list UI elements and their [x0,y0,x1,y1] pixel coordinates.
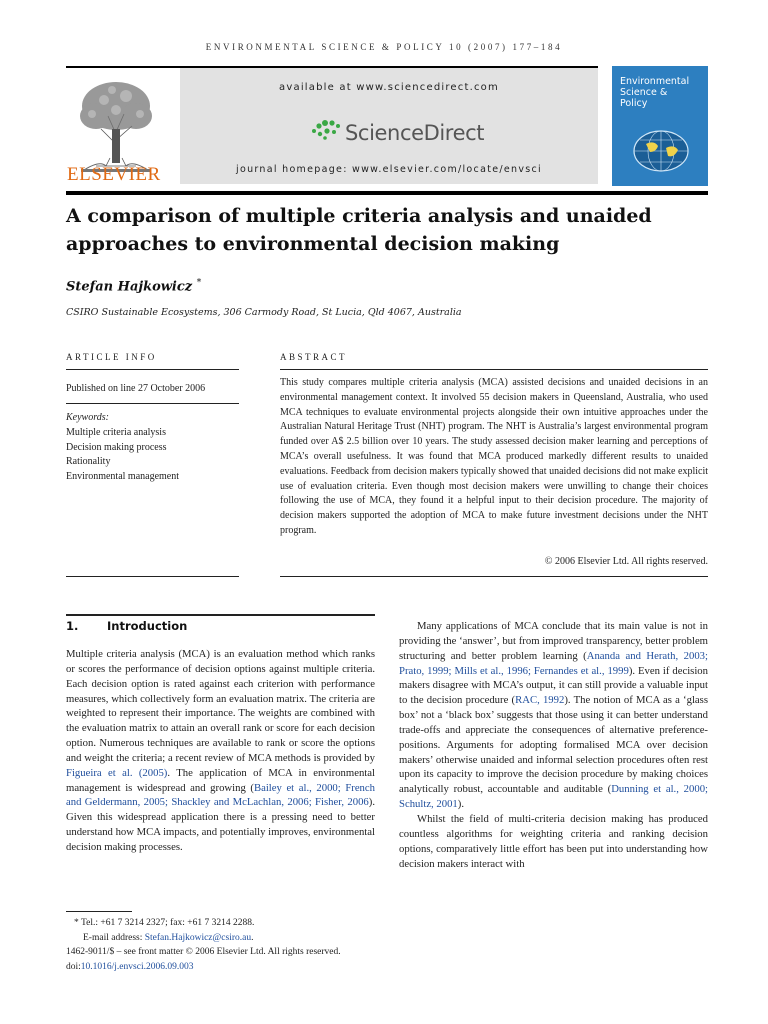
author-name-text: Stefan Hajkowicz [66,279,193,295]
available-at-text[interactable]: available at www.sciencedirect.com [279,82,499,93]
author-affiliation: CSIRO Sustainable Ecosystems, 306 Carmody Road, St Lucia, Qld 4067, Australia [66,307,462,318]
section-rule [66,614,375,616]
article-info-bottom-rule [66,576,239,577]
cover-title: Environmental Science & Policy [620,76,690,109]
section-heading [66,619,187,633]
elsevier-wordmark: ELSEVIER [67,164,161,185]
footnotes [66,916,341,974]
abstract-label: ABSTRACT [280,352,348,362]
journal-homepage-text[interactable]: journal homepage: www.elsevier.com/locate/envsci [236,164,542,175]
section-number: 1. [66,619,79,633]
section-title: Introduction [107,619,188,633]
body-right-column [399,619,708,871]
citation-link[interactable]: Bailey et al., 2000; French and Geldermann, 2005; Shackley and McLachlan, 2006; Fisher, 2006 [66,781,375,809]
footnote-contact: * Tel.: +61 7 3214 2327; fax: +61 7 3214 2288. [74,918,255,928]
author-footnote-mark[interactable]: * [196,278,202,288]
sciencedirect-wordmark: ScienceDirect [345,121,485,145]
author-name [66,278,201,294]
body-paragraph: Whilst the field of multi-criteria decision making has produced countless algorithms for weighting criteria and ranking decision options, comparatively little effort has been put into understanding how decision makers interact with [399,812,708,870]
journal-cover [612,66,708,186]
footnote-email: E-mail address: Stefan.Hajkowicz@csiro.au. [83,932,254,943]
footnote-mark: * [74,918,79,928]
body-paragraph: Many applications of MCA conclude that its main value is not in providing the ‘answer’, but from improved transparency, better problem structuring and better problem learning (Ananda and Herath, 2003; Prato, 1999; Mills et al., 1996; Fernandes et al., 1999). Even if decision makers disagree with MCA’s output, it can still provide a valuable input to the decision procedure (RAC, 1992). The notion of MCA as a ‘glass box’ not a ‘black box’ suggests that those using it can better understand trade-offs and appreciate the consequences of alternative preference-positions. Arguments for adopting formalised MCA over decision makers’ otherwise unaided and informal selection procedures often rest upon its capacity to improve the decision procedure by making choices analytically robust, accountable and auditable (Dunning et al., 2000; Schultz, 2001). [399,620,709,811]
keywords-list [66,426,179,484]
email-link[interactable]: Stefan.Hajkowicz@csiro.au [144,932,252,943]
article-info-rule [66,369,239,370]
running-head: ENVIRONMENTAL SCIENCE & POLICY 10 (2007) 177–184 [205,42,563,52]
header-thick-rule [66,191,708,195]
abstract-rule [280,369,708,370]
citation-link[interactable]: Figueira et al. (2005) [66,766,168,779]
body-paragraph: Multiple criteria analysis (MCA) is an evaluation method which ranks or scores the performance of decision options against multiple criteria. Each decision option is rated against each criterion with performance measures, which collectively form an evaluation matrix. The criteria are weighted to represent their importance. The weights are combined with the evaluation matrix to attain an overall rank or score for each decision option. Numerous techniques are available to rank or score the options and weight the criteria; a recent review of MCA methods is provided by Figueira et al. (2005). The application of MCA in environmental management is widespread and growing (Bailey et al., 2000; French and Geldermann, 2005; Shackley and McLachlan, 2006; Fisher, 2006). Given this widespread application there is a pressing need to better understand how MCA impacts, and potentially improves, environmental decision making processes. [66,648,375,853]
published-date: Published on line 27 October 2006 [66,383,206,394]
abstract-copyright: © 2006 Elsevier Ltd. All rights reserved. [544,556,708,567]
keyword-item: Rationality [66,456,111,468]
abstract-text: This study compares multiple criteria analysis (MCA) assisted decisions and unaided decisions in an environmental management context. It involved 55 decision makers in Queensland, Australia, who used MCA techniques to evaluate environmental projects alongside their own intuitive approaches under the Australian Natural Heritage Trust (NHT) program. The NHT is Australia’s largest environmental program funded over A$ 2.5 billion over 10 years. The study assessed decision maker learning and perceptions of MCA’s overall usefulness. It was found that MCA produced markedly different results to unaided evaluations. Feedback from decision makers typically showed that unaided decisions did not make explicit use of evaluation criteria. Even though most decision makers were unwilling to change their choices following the use of MCA, they found it a helpful input to their decision procedure. The majority of decision makers supported the adoption of MCA to make future investment decisions under the NHT program. [280,377,708,536]
body-left-column [66,647,375,855]
keyword-item: Multiple criteria analysis [66,427,166,438]
article-info-label: ARTICLE INFO [66,352,157,362]
keyword-item: Decision making process [66,441,167,453]
doi-line: doi:10.1016/j.envsci.2006.09.003 [66,961,194,972]
sciencedirect-dots-icon [308,117,342,143]
globe-icon [632,128,690,174]
abstract-bottom-rule [280,576,708,577]
citation-link[interactable]: RAC, 1992 [515,694,565,707]
article-info-divider [66,403,239,404]
footnote-rule [66,911,132,912]
citation-link[interactable]: Ananda and Herath, 2003; Prato, 1999; Mills et al., 1996; Fernandes et al., 1999 [399,649,708,677]
doi-link[interactable]: 10.1016/j.envsci.2006.09.003 [80,961,194,972]
keyword-item: Environmental management [66,470,180,482]
keywords-label: Keywords: [66,412,109,423]
issn-line: 1462-9011/$ – see front matter © 2006 Elsevier Ltd. All rights reserved. [66,947,341,957]
citation-link[interactable]: Dunning et al., 2000; Schultz, 2001 [399,783,709,811]
article-title: A comparison of multiple criteria analysis and unaided approaches to environmental decision making [66,205,652,255]
